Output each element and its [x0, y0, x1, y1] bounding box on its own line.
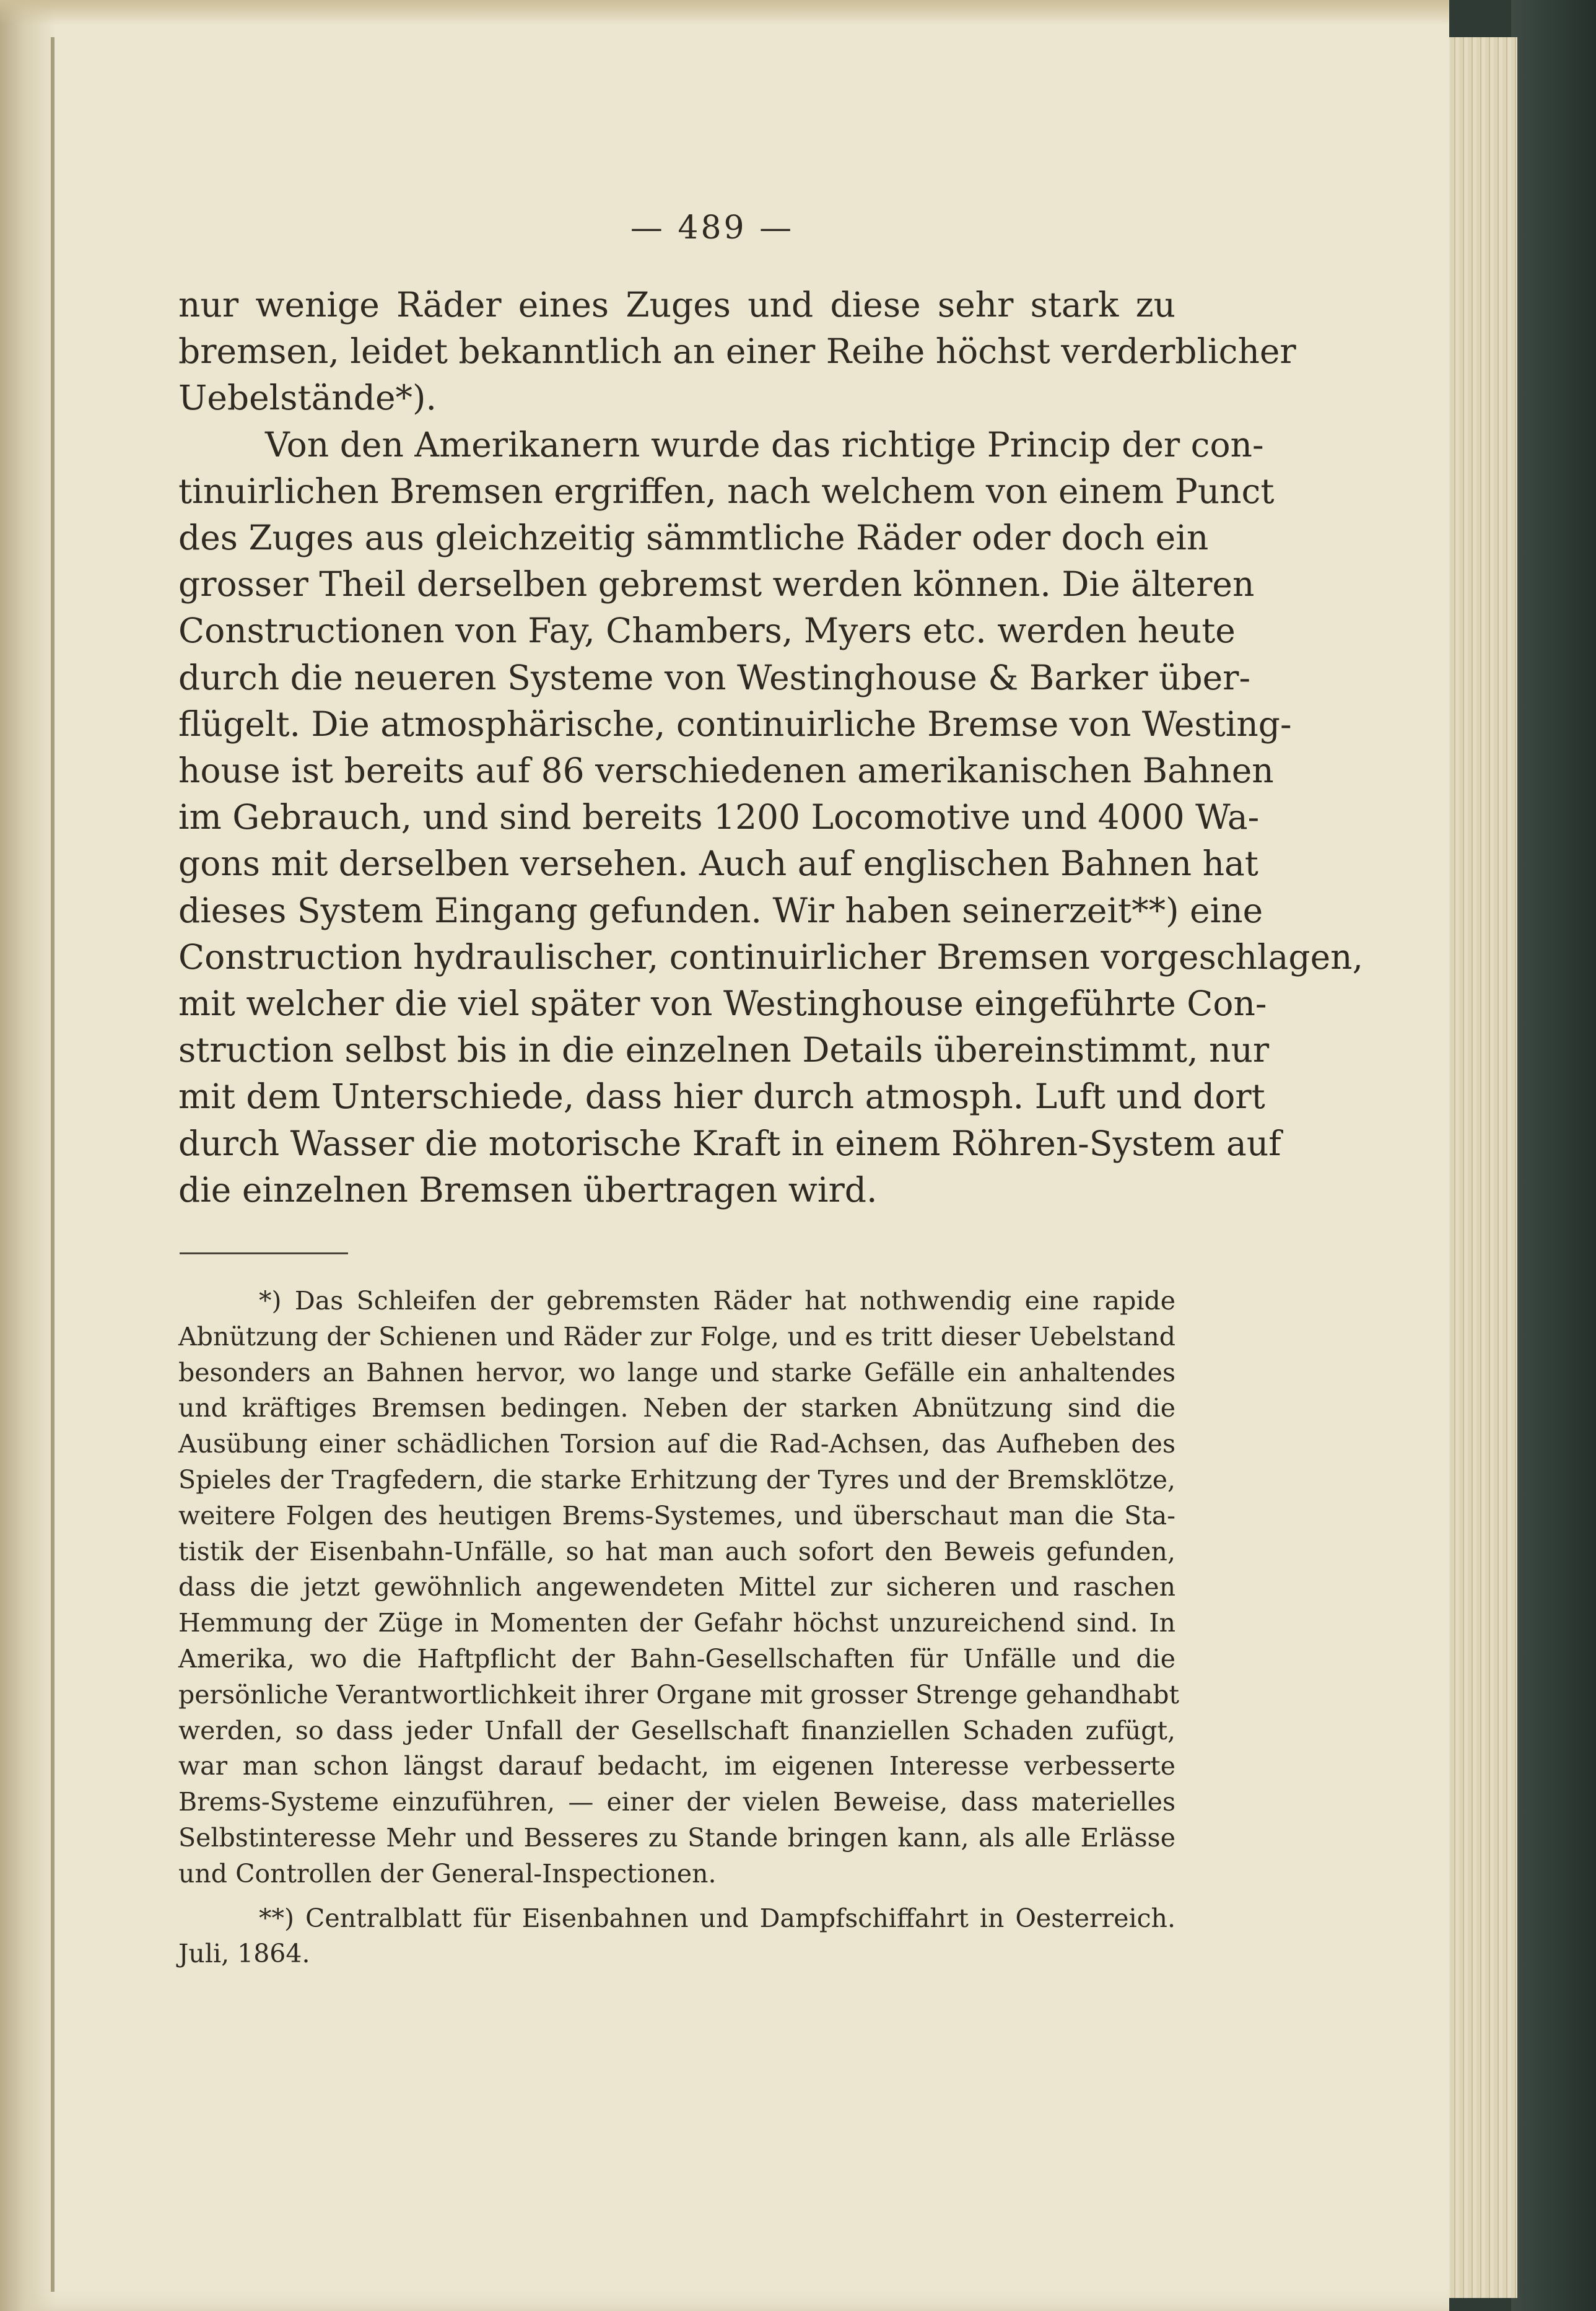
page-number: — 489 —	[630, 209, 795, 247]
footnote-line: Abnützung der Schienen und Räder zur Folge, und es tritt dieser Uebelstand	[178, 1321, 1175, 1352]
footnote-line: Spieles der Tragfedern, die starke Erhitzung der Tyres und der Bremsklötze,	[178, 1464, 1175, 1495]
text-line: durch die neueren Systeme von Westinghouse & Barker über-	[178, 657, 1251, 697]
body-text	[178, 282, 1364, 1213]
book-cover-edge	[1511, 0, 1596, 2311]
text-line: mit dem Unterschiede, dass hier durch atmosph. Luft und dort	[178, 1077, 1265, 1117]
text-line: house ist bereits auf 86 verschiedenen amerikanischen Bahnen	[178, 751, 1274, 791]
text-line: Von den Amerikanern wurde das richtige Princip der con-	[265, 424, 1264, 465]
footnote-line: persönliche Verantwortlichkeit ihrer Organe mit grosser Strenge gehandhabt	[178, 1679, 1179, 1710]
footnote-1	[178, 1283, 1179, 1892]
text-line: im Gebrauch, und sind bereits 1200 Locomotive und 4000 Wa-	[178, 797, 1260, 837]
gutter-shadow	[0, 0, 56, 2311]
text-line: Uebelstände*).	[178, 378, 437, 418]
footnote-line: werden, so dass jeder Unfall der Gesellschaft finanziellen Schaden zufügt,	[178, 1715, 1175, 1745]
footnote-line: Juli, 1864.	[178, 1939, 310, 1969]
text-line: durch Wasser die motorische Kraft in einem Röhren-System auf	[178, 1123, 1281, 1163]
text-line: bremsen, leidet bekanntlich an einer Reihe höchst verderblicher	[178, 331, 1296, 372]
text-line: tinuirlichen Bremsen ergriffen, nach welchem von einem Punct	[178, 471, 1275, 511]
text-line: dieses System Eingang gefunden. Wir haben seinerzeit**) eine	[178, 890, 1263, 930]
paragraph-2	[178, 422, 1364, 1213]
text-line: struction selbst bis in die einzelnen Details übereinstimmt, nur	[178, 1030, 1270, 1070]
text-line: Constructionen von Fay, Chambers, Myers etc. werden heute	[178, 611, 1236, 651]
footnote-line: war man schon längst darauf bedacht, im eigenen Interesse verbesserte	[178, 1751, 1175, 1781]
text-line: nur wenige Räder eines Zuges und diese sehr stark zu	[178, 285, 1175, 325]
text-line: des Zuges aus gleichzeitig sämmtliche Räder oder doch ein	[178, 518, 1209, 558]
text-line: flügelt. Die atmosphärische, continuirliche Bremse von Westing-	[178, 704, 1292, 744]
text-line: gons mit derselben versehen. Auch auf englischen Bahnen hat	[178, 844, 1258, 884]
footnote-line: *) Das Schleifen der gebremsten Räder hat nothwendig eine rapide	[259, 1286, 1175, 1316]
gutter-line	[51, 37, 55, 2292]
footnote-line: besonders an Bahnen hervor, wo lange und starke Gefälle ein anhaltendes	[178, 1357, 1175, 1387]
footnote-2	[178, 1901, 1175, 1973]
footnote-line: und Controllen der General-Inspectionen.	[178, 1858, 717, 1889]
footnote-line: Amerika, wo die Haftpflicht der Bahn-Gesellschaften für Unfälle und die	[178, 1643, 1175, 1674]
footnote-line: tistik der Eisenbahn-Unfälle, so hat man auch sofort den Beweis gefunden,	[178, 1536, 1175, 1566]
footnote-separator	[180, 1252, 348, 1254]
footnote-line: weitere Folgen des heutigen Brems-Systemes, und überschaut man die Sta-	[178, 1500, 1175, 1531]
footnote-line: Ausübung einer schädlichen Torsion auf die Rad-Achsen, das Aufheben des	[178, 1429, 1175, 1459]
paragraph-1	[178, 282, 1296, 422]
footnote-line: und kräftiges Bremsen bedingen. Neben der starken Abnützung sind die	[178, 1393, 1175, 1423]
text-line: grosser Theil derselben gebremst werden können. Die älteren	[178, 564, 1255, 605]
footnote-line: Selbstinteresse Mehr und Besseres zu Stande bringen kann, als alle Erlässe	[178, 1822, 1175, 1853]
footnote-line: Hemmung der Züge in Momenten der Gefahr höchst unzureichend sind. In	[178, 1608, 1175, 1638]
text-line: mit welcher die viel später von Westinghouse eingeführte Con-	[178, 984, 1267, 1024]
footnote-line: Brems-Systeme einzuführen, — einer der vielen Beweise, dass materielles	[178, 1787, 1175, 1817]
footnotes	[178, 1283, 1179, 1972]
footnote-line: **) Centralblatt für Eisenbahnen und Dampfschiffahrt in Oesterreich.	[259, 1903, 1175, 1933]
top-shadow	[0, 0, 1449, 25]
text-line: die einzelnen Bremsen übertragen wird.	[178, 1169, 878, 1210]
footnote-line: dass die jetzt gewöhnlich angewendeten Mittel zur sicheren und raschen	[178, 1572, 1175, 1602]
text-line: Construction hydraulischer, continuirlicher Bremsen vorgeschlagen,	[178, 937, 1364, 977]
